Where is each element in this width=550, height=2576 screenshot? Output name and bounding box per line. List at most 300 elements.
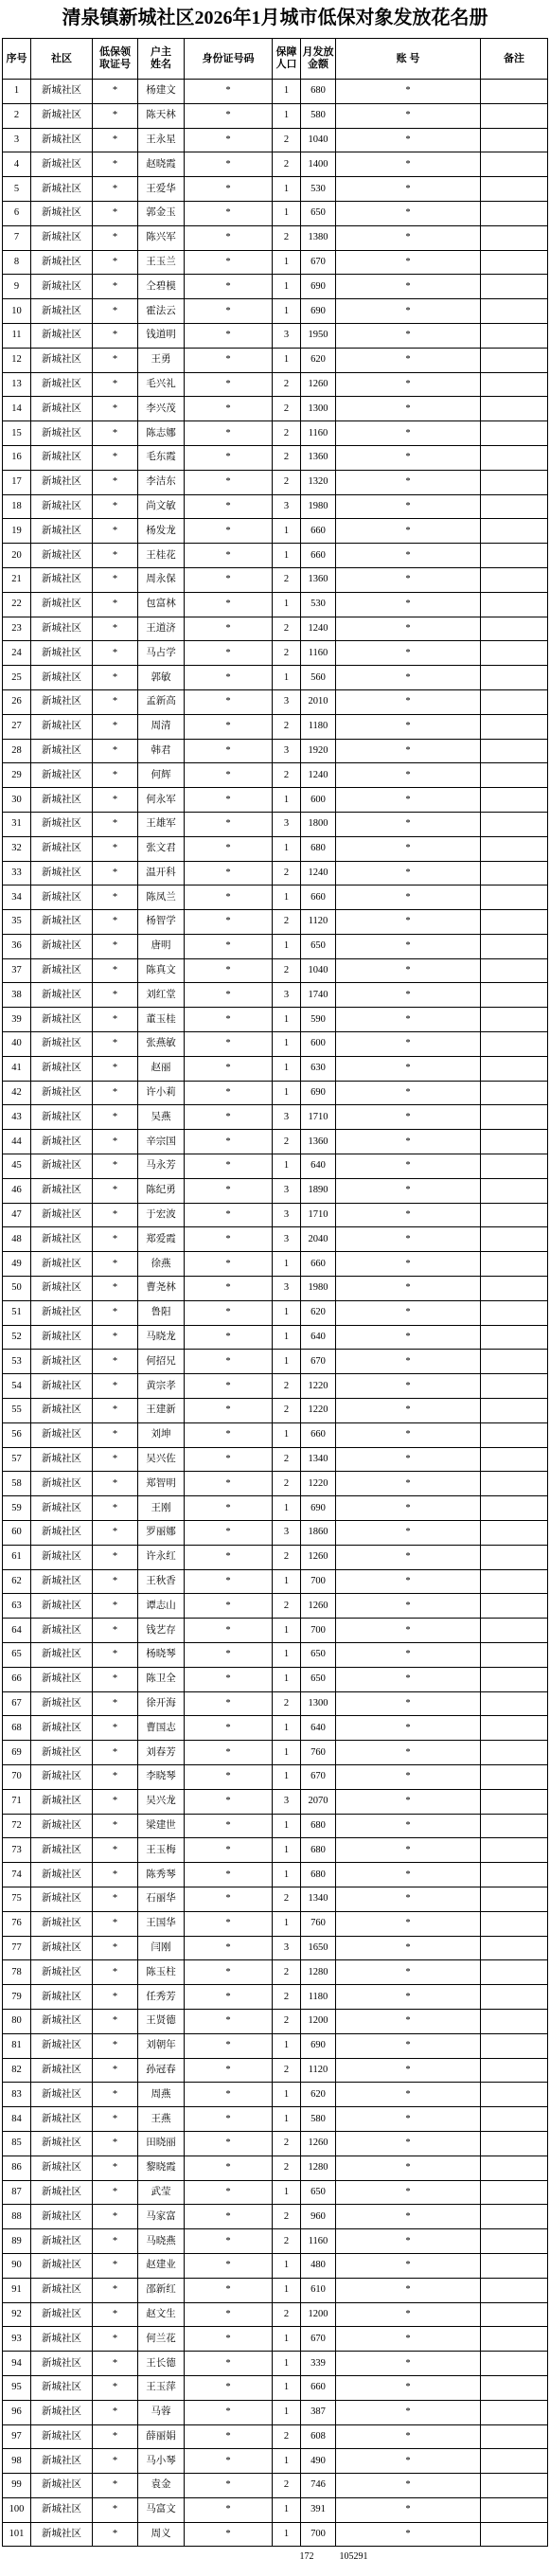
certificate-number-cell: *	[93, 80, 138, 104]
table-row	[3, 1325, 548, 1350]
totals-row	[3, 2547, 548, 2568]
table-row	[3, 2253, 548, 2278]
account-number-cell: *	[336, 1936, 481, 1960]
id-number-cell: *	[185, 80, 273, 104]
certificate-number-cell: *	[93, 2058, 138, 2083]
id-number-cell: *	[185, 1178, 273, 1203]
householder-name-cell: 陈纪勇	[138, 1178, 185, 1203]
monthly-amount-cell: 680	[301, 1838, 336, 1863]
account-number-cell: *	[336, 1496, 481, 1521]
table-row	[3, 1350, 548, 1374]
monthly-amount-cell: 1280	[301, 2156, 336, 2180]
certificate-number-cell: *	[93, 1350, 138, 1374]
account-number-cell: *	[336, 128, 481, 152]
certificate-number-cell: *	[93, 1521, 138, 1546]
remarks-cell	[481, 763, 548, 788]
remarks-cell	[481, 1960, 548, 1985]
id-number-cell: *	[185, 103, 273, 128]
householder-name-cell: 毛东霞	[138, 445, 185, 470]
account-number-cell: *	[336, 397, 481, 421]
community-cell: 新城社区	[31, 128, 93, 152]
monthly-amount-cell: 760	[301, 1911, 336, 1936]
id-number-cell: *	[185, 567, 273, 592]
id-number-cell: *	[185, 1863, 273, 1887]
community-cell: 新城社区	[31, 323, 93, 348]
id-number-cell: *	[185, 617, 273, 641]
row-number-cell: 45	[3, 1154, 31, 1179]
id-number-cell: *	[185, 666, 273, 690]
row-number-cell: 9	[3, 275, 31, 299]
householder-name-cell: 王建新	[138, 1399, 185, 1423]
community-cell: 新城社区	[31, 1350, 93, 1374]
certificate-number-cell: *	[93, 2474, 138, 2498]
certificate-number-cell: *	[93, 1130, 138, 1154]
id-number-cell: *	[185, 2205, 273, 2229]
id-number-cell: *	[185, 1814, 273, 1838]
community-cell: 新城社区	[31, 641, 93, 666]
community-cell: 新城社区	[31, 2352, 93, 2376]
monthly-amount-cell: 391	[301, 2497, 336, 2522]
remarks-cell	[481, 812, 548, 836]
row-number-cell: 31	[3, 812, 31, 836]
id-number-cell: *	[185, 1422, 273, 1447]
householder-name-cell: 孟新高	[138, 689, 185, 714]
id-number-cell: *	[185, 1985, 273, 2010]
monthly-amount-cell: 580	[301, 103, 336, 128]
row-number-cell: 75	[3, 1887, 31, 1911]
remarks-cell	[481, 2229, 548, 2254]
row-number-cell: 18	[3, 494, 31, 519]
total-monthly-amount: 105291	[339, 2551, 368, 2563]
household-size-cell: 1	[273, 103, 301, 128]
account-number-cell: *	[336, 1716, 481, 1741]
community-cell: 新城社区	[31, 1422, 93, 1447]
community-cell: 新城社区	[31, 1008, 93, 1032]
monthly-amount-cell: 1260	[301, 2131, 336, 2156]
remarks-cell	[481, 1472, 548, 1496]
household-size-cell: 1	[273, 1838, 301, 1863]
household-size-cell: 3	[273, 689, 301, 714]
account-number-cell: *	[336, 2033, 481, 2058]
certificate-number-cell: *	[93, 1716, 138, 1741]
id-number-cell: *	[185, 788, 273, 813]
row-number-cell: 47	[3, 1203, 31, 1227]
household-size-cell: 2	[273, 1985, 301, 2010]
totals-cell	[3, 2547, 548, 2568]
table-row	[3, 1545, 548, 1569]
id-number-cell: *	[185, 1496, 273, 1521]
id-number-cell: *	[185, 958, 273, 983]
account-number-cell: *	[336, 1350, 481, 1374]
id-number-cell: *	[185, 1667, 273, 1691]
certificate-number-cell: *	[93, 177, 138, 202]
account-number-cell: *	[336, 2327, 481, 2352]
certificate-number-cell: *	[93, 1814, 138, 1838]
householder-name-cell: 马晓龙	[138, 1325, 185, 1350]
community-cell: 新城社区	[31, 80, 93, 104]
remarks-cell	[481, 2058, 548, 2083]
monthly-amount-cell: 660	[301, 544, 336, 568]
row-number-cell: 23	[3, 617, 31, 641]
row-number-cell: 19	[3, 519, 31, 544]
household-size-cell: 3	[273, 323, 301, 348]
id-number-cell: *	[185, 2424, 273, 2449]
monthly-amount-cell: 1260	[301, 372, 336, 397]
id-number-cell: *	[185, 201, 273, 225]
householder-name-cell: 刘朝年	[138, 2033, 185, 2058]
table-row	[3, 1374, 548, 1399]
account-number-cell: *	[336, 1545, 481, 1569]
row-number-cell: 32	[3, 836, 31, 861]
id-number-cell: *	[185, 592, 273, 617]
community-cell: 新城社区	[31, 2156, 93, 2180]
householder-name-cell: 王燕	[138, 2107, 185, 2132]
id-number-cell: *	[185, 348, 273, 372]
household-size-cell: 3	[273, 1105, 301, 1130]
community-cell: 新城社区	[31, 1178, 93, 1203]
id-number-cell: *	[185, 1154, 273, 1179]
row-number-cell: 59	[3, 1496, 31, 1521]
table-row	[3, 886, 548, 910]
row-number-cell: 37	[3, 958, 31, 983]
row-number-cell: 27	[3, 714, 31, 739]
remarks-cell	[481, 250, 548, 275]
row-number-cell: 11	[3, 323, 31, 348]
account-number-cell: *	[336, 2424, 481, 2449]
remarks-cell	[481, 1789, 548, 1814]
householder-name-cell: 唐明	[138, 934, 185, 958]
id-number-cell: *	[185, 2058, 273, 2083]
account-number-cell: *	[336, 1569, 481, 1594]
householder-name-cell: 王玉梅	[138, 1838, 185, 1863]
monthly-amount-cell: 670	[301, 2327, 336, 2352]
account-number-cell: *	[336, 1105, 481, 1130]
householder-name-cell: 王勇	[138, 348, 185, 372]
community-cell: 新城社区	[31, 1643, 93, 1668]
id-number-cell: *	[185, 1399, 273, 1423]
account-number-cell: *	[336, 2522, 481, 2547]
row-number-cell: 96	[3, 2400, 31, 2424]
householder-name-cell: 刘春芳	[138, 1741, 185, 1765]
certificate-number-cell: *	[93, 2302, 138, 2327]
remarks-cell	[481, 470, 548, 494]
monthly-amount-cell: 1300	[301, 1691, 336, 1716]
monthly-amount-cell: 670	[301, 1764, 336, 1789]
header-id-number: 身份证号码	[185, 39, 273, 80]
household-size-cell: 1	[273, 1619, 301, 1643]
community-cell: 新城社区	[31, 934, 93, 958]
householder-name-cell: 吴兴龙	[138, 1789, 185, 1814]
header-remarks: 备注	[481, 39, 548, 80]
remarks-cell	[481, 1277, 548, 1301]
monthly-amount-cell: 680	[301, 80, 336, 104]
community-cell: 新城社区	[31, 1081, 93, 1105]
account-number-cell: *	[336, 2253, 481, 2278]
remarks-cell	[481, 1569, 548, 1594]
monthly-amount-cell: 1200	[301, 2009, 336, 2033]
row-number-cell: 61	[3, 1545, 31, 1569]
certificate-number-cell: *	[93, 934, 138, 958]
id-number-cell: *	[185, 1887, 273, 1911]
community-cell: 新城社区	[31, 1277, 93, 1301]
remarks-cell	[481, 2083, 548, 2107]
account-number-cell: *	[336, 1789, 481, 1814]
account-number-cell: *	[336, 2302, 481, 2327]
remarks-cell	[481, 958, 548, 983]
table-row	[3, 1741, 548, 1765]
remarks-cell	[481, 1350, 548, 1374]
table-row	[3, 2180, 548, 2205]
community-cell: 新城社区	[31, 1447, 93, 1472]
remarks-cell	[481, 1667, 548, 1691]
remarks-cell	[481, 2400, 548, 2424]
household-size-cell: 1	[273, 1422, 301, 1447]
monthly-amount-cell: 620	[301, 1300, 336, 1325]
community-cell: 新城社区	[31, 201, 93, 225]
householder-name-cell: 温开科	[138, 861, 185, 886]
monthly-amount-cell: 480	[301, 2253, 336, 2278]
householder-name-cell: 王刚	[138, 1496, 185, 1521]
community-cell: 新城社区	[31, 1936, 93, 1960]
householder-name-cell: 梁建世	[138, 1814, 185, 1838]
monthly-amount-cell: 650	[301, 1667, 336, 1691]
certificate-number-cell: *	[93, 1691, 138, 1716]
table-row	[3, 128, 548, 152]
table-row	[3, 225, 548, 250]
monthly-amount-cell: 2040	[301, 1227, 336, 1252]
row-number-cell: 64	[3, 1619, 31, 1643]
householder-name-cell: 鲁阳	[138, 1300, 185, 1325]
monthly-amount-cell: 339	[301, 2352, 336, 2376]
account-number-cell: *	[336, 421, 481, 446]
certificate-number-cell: *	[93, 1667, 138, 1691]
household-size-cell: 1	[273, 2449, 301, 2474]
monthly-amount-cell: 600	[301, 788, 336, 813]
certificate-number-cell: *	[93, 128, 138, 152]
remarks-cell	[481, 1863, 548, 1887]
householder-name-cell: 赵晓霞	[138, 152, 185, 177]
householder-name-cell: 董玉桂	[138, 1008, 185, 1032]
remarks-cell	[481, 1032, 548, 1057]
account-number-cell: *	[336, 812, 481, 836]
household-size-cell: 2	[273, 1594, 301, 1619]
id-number-cell: *	[185, 2302, 273, 2327]
row-number-cell: 15	[3, 421, 31, 446]
account-number-cell: *	[336, 567, 481, 592]
table-row	[3, 103, 548, 128]
remarks-cell	[481, 2327, 548, 2352]
remarks-cell	[481, 397, 548, 421]
community-cell: 新城社区	[31, 1130, 93, 1154]
remarks-cell	[481, 1130, 548, 1154]
community-cell: 新城社区	[31, 1374, 93, 1399]
householder-name-cell: 包富林	[138, 592, 185, 617]
householder-name-cell: 曹国志	[138, 1716, 185, 1741]
table-row	[3, 1814, 548, 1838]
row-number-cell: 85	[3, 2131, 31, 2156]
household-size-cell: 3	[273, 1203, 301, 1227]
table-row	[3, 666, 548, 690]
householder-name-cell: 陈卫全	[138, 1667, 185, 1691]
account-number-cell: *	[336, 470, 481, 494]
account-number-cell: *	[336, 1472, 481, 1496]
row-number-cell: 6	[3, 201, 31, 225]
id-number-cell: *	[185, 1741, 273, 1765]
monthly-amount-cell: 2070	[301, 1789, 336, 1814]
row-number-cell: 7	[3, 225, 31, 250]
table-row	[3, 1105, 548, 1130]
community-cell: 新城社区	[31, 1789, 93, 1814]
household-size-cell: 1	[273, 2253, 301, 2278]
remarks-cell	[481, 1178, 548, 1203]
monthly-amount-cell: 680	[301, 1863, 336, 1887]
id-number-cell: *	[185, 763, 273, 788]
row-number-cell: 35	[3, 910, 31, 935]
household-size-cell: 1	[273, 2033, 301, 2058]
certificate-number-cell: *	[93, 372, 138, 397]
household-size-cell: 2	[273, 641, 301, 666]
remarks-cell	[481, 2253, 548, 2278]
account-number-cell: *	[336, 983, 481, 1008]
certificate-number-cell: *	[93, 641, 138, 666]
certificate-number-cell: *	[93, 1838, 138, 1863]
table-row	[3, 372, 548, 397]
community-cell: 新城社区	[31, 1569, 93, 1594]
id-number-cell: *	[185, 2156, 273, 2180]
table-row	[3, 641, 548, 666]
row-number-cell: 65	[3, 1643, 31, 1668]
table-row	[3, 617, 548, 641]
certificate-number-cell: *	[93, 666, 138, 690]
householder-name-cell: 陈玉柱	[138, 1960, 185, 1985]
account-number-cell: *	[336, 372, 481, 397]
row-number-cell: 30	[3, 788, 31, 813]
community-cell: 新城社区	[31, 544, 93, 568]
header-community: 社区	[31, 39, 93, 80]
row-number-cell: 92	[3, 2302, 31, 2327]
householder-name-cell: 吴燕	[138, 1105, 185, 1130]
id-number-cell: *	[185, 1277, 273, 1301]
community-cell: 新城社区	[31, 225, 93, 250]
community-cell: 新城社区	[31, 886, 93, 910]
householder-name-cell: 罗丽娜	[138, 1521, 185, 1546]
certificate-number-cell: *	[93, 1422, 138, 1447]
remarks-cell	[481, 225, 548, 250]
table-row	[3, 1691, 548, 1716]
table-row	[3, 445, 548, 470]
remarks-cell	[481, 567, 548, 592]
table-row	[3, 544, 548, 568]
account-number-cell: *	[336, 2009, 481, 2033]
community-cell: 新城社区	[31, 397, 93, 421]
account-number-cell: *	[336, 2352, 481, 2376]
remarks-cell	[481, 2352, 548, 2376]
row-number-cell: 84	[3, 2107, 31, 2132]
monthly-amount-cell: 1260	[301, 1545, 336, 1569]
account-number-cell: *	[336, 592, 481, 617]
monthly-amount-cell: 1260	[301, 1594, 336, 1619]
certificate-number-cell: *	[93, 421, 138, 446]
monthly-amount-cell: 700	[301, 2522, 336, 2547]
householder-name-cell: 陈兴军	[138, 225, 185, 250]
householder-name-cell: 武莹	[138, 2180, 185, 2205]
household-size-cell: 1	[273, 299, 301, 324]
householder-name-cell: 王国华	[138, 1911, 185, 1936]
householder-name-cell: 王道济	[138, 617, 185, 641]
certificate-number-cell: *	[93, 1032, 138, 1057]
monthly-amount-cell: 670	[301, 250, 336, 275]
household-size-cell: 2	[273, 1374, 301, 1399]
row-number-cell: 39	[3, 1008, 31, 1032]
certificate-number-cell: *	[93, 714, 138, 739]
household-size-cell: 2	[273, 958, 301, 983]
household-size-cell: 1	[273, 886, 301, 910]
header-certificate-number: 低保领 取证号	[93, 39, 138, 80]
certificate-number-cell: *	[93, 1374, 138, 1399]
certificate-number-cell: *	[93, 2327, 138, 2352]
account-number-cell: *	[336, 617, 481, 641]
certificate-number-cell: *	[93, 1325, 138, 1350]
account-number-cell: *	[336, 103, 481, 128]
remarks-cell	[481, 641, 548, 666]
certificate-number-cell: *	[93, 1178, 138, 1203]
householder-name-cell: 王雄军	[138, 812, 185, 836]
account-number-cell: *	[336, 1056, 481, 1081]
remarks-cell	[481, 2449, 548, 2474]
household-size-cell: 1	[273, 2180, 301, 2205]
account-number-cell: *	[336, 177, 481, 202]
household-size-cell: 1	[273, 177, 301, 202]
certificate-number-cell: *	[93, 910, 138, 935]
householder-name-cell: 赵建业	[138, 2253, 185, 2278]
table-row	[3, 2424, 548, 2449]
community-cell: 新城社区	[31, 1105, 93, 1130]
account-number-cell: *	[336, 80, 481, 104]
household-size-cell: 2	[273, 470, 301, 494]
community-cell: 新城社区	[31, 2131, 93, 2156]
household-size-cell: 2	[273, 152, 301, 177]
monthly-amount-cell: 530	[301, 592, 336, 617]
monthly-amount-cell: 660	[301, 886, 336, 910]
community-cell: 新城社区	[31, 1814, 93, 1838]
household-size-cell: 1	[273, 2375, 301, 2400]
monthly-amount-cell: 660	[301, 1422, 336, 1447]
row-number-cell: 29	[3, 763, 31, 788]
community-cell: 新城社区	[31, 372, 93, 397]
certificate-number-cell: *	[93, 983, 138, 1008]
monthly-amount-cell: 1120	[301, 910, 336, 935]
remarks-cell	[481, 1716, 548, 1741]
account-number-cell: *	[336, 2156, 481, 2180]
table-row	[3, 958, 548, 983]
table-row	[3, 1985, 548, 2010]
community-cell: 新城社区	[31, 2180, 93, 2205]
household-size-cell: 1	[273, 1716, 301, 1741]
row-number-cell: 26	[3, 689, 31, 714]
household-size-cell: 2	[273, 2058, 301, 2083]
certificate-number-cell: *	[93, 836, 138, 861]
householder-name-cell: 仝碧模	[138, 275, 185, 299]
community-cell: 新城社区	[31, 617, 93, 641]
monthly-amount-cell: 1650	[301, 1936, 336, 1960]
monthly-amount-cell: 1160	[301, 421, 336, 446]
household-size-cell: 1	[273, 788, 301, 813]
id-number-cell: *	[185, 494, 273, 519]
monthly-amount-cell: 640	[301, 1154, 336, 1179]
account-number-cell: *	[336, 1741, 481, 1765]
id-number-cell: *	[185, 1594, 273, 1619]
community-cell: 新城社区	[31, 299, 93, 324]
